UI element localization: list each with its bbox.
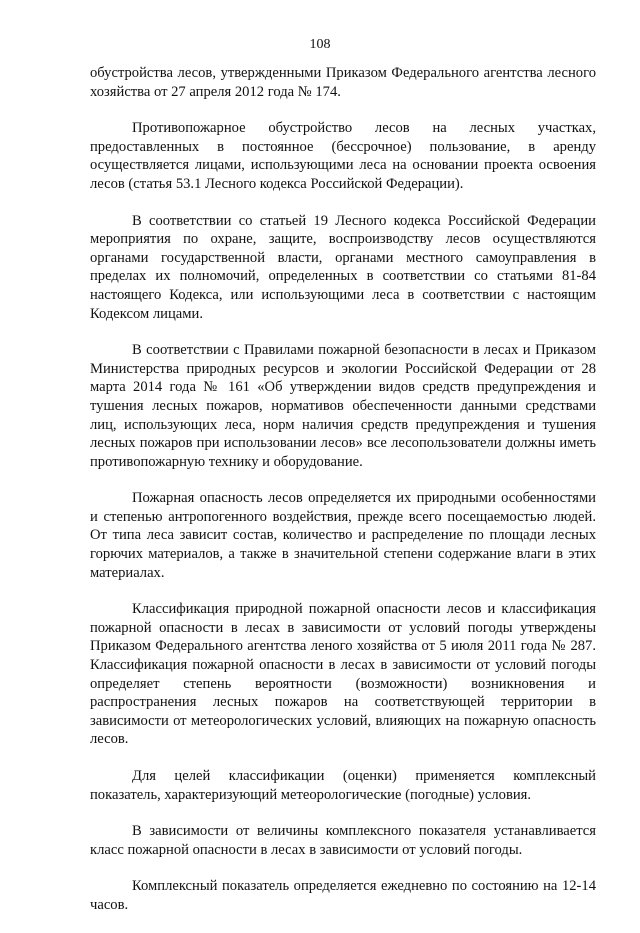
document-body <box>90 64 596 933</box>
paragraph-daily-determination: Комплексный показатель определяется ежедневно по состоянию на 12-14 часов. <box>90 878 596 913</box>
paragraph-complex-indicator: Для целей классификации (оценки) применяется комплексный показатель, характеризующий метеорологические (погодные) условия. <box>90 768 596 803</box>
paragraph-article-19: В соответствии со статьей 19 Лесного кодекса Российской Федерации мероприятия по охране, защите, воспроизводству лесов осуществляются органами государственной власти, органами местного самоуправления в пределах их полномочий, определенных в соответствии со статьями 81-84 настоящего Кодекса, или использующими леса в соответствии с настоящим Кодексом лицами. <box>90 212 596 322</box>
paragraph-fire-danger-class: В зависимости от величины комплексного показателя устанавливается класс пожарной опасности в лесах в зависимости от условий погоды. <box>90 823 596 858</box>
page-number: 108 <box>309 37 331 52</box>
paragraph-fire-safety-rules: В соответствии с Правилами пожарной безопасности в лесах и Приказом Министерства природных ресурсов и экологии Российской Федерации от 28 марта 2014 года № 161 «Об утверждении видов средств предупреждения и тушения лесных пожаров, нормативов обеспеченности данными средствами лиц, использующих леса, норм наличия средств предупреждения и тушения лесных пожаров при использовании лесов» все лесопользователи должны иметь противопожарную технику и оборудование. <box>90 342 596 470</box>
paragraph-fire-danger-factors: Пожарная опасность лесов определяется их природными особенностями и степенью антропогенного воздействия, прежде всего посещаемостью людей. От типа леса зависит состав, количество и распределение по площади лесных горючих материалов, а также в значительной степени содержание влаги в этих материалах. <box>90 490 596 581</box>
paragraph-fire-prevention-arrangement: Противопожарное обустройство лесов на лесных участках, предоставленных в постоянное (бессрочное) пользование, в аренду осуществляется лицами, использующими леса на основании проекта освоения лесов (статья 53.1 Лесного кодекса Российской Федерации). <box>90 120 596 192</box>
paragraph-fire-danger-classification: Классификация природной пожарной опасности лесов и классификация пожарной опасности в лесах в зависимости от условий погоды утверждены Приказом Федерального агентства леного хозяйства от 5 июля 2011 года № 287. Классификация пожарной опасности в лесах в зависимости от условий погоды определяет степень вероятности (возможности) возникновения и распространения лесных пожаров на соответствующей территории в зависимости от метеорологических условий, влияющих на пожарную опасность лесов. <box>90 601 596 748</box>
paragraph-forest-arrangement-order: обустройства лесов, утвержденными Приказом Федерального агентства лесного хозяйства от 27 апреля 2012 года № 174. <box>90 65 596 100</box>
